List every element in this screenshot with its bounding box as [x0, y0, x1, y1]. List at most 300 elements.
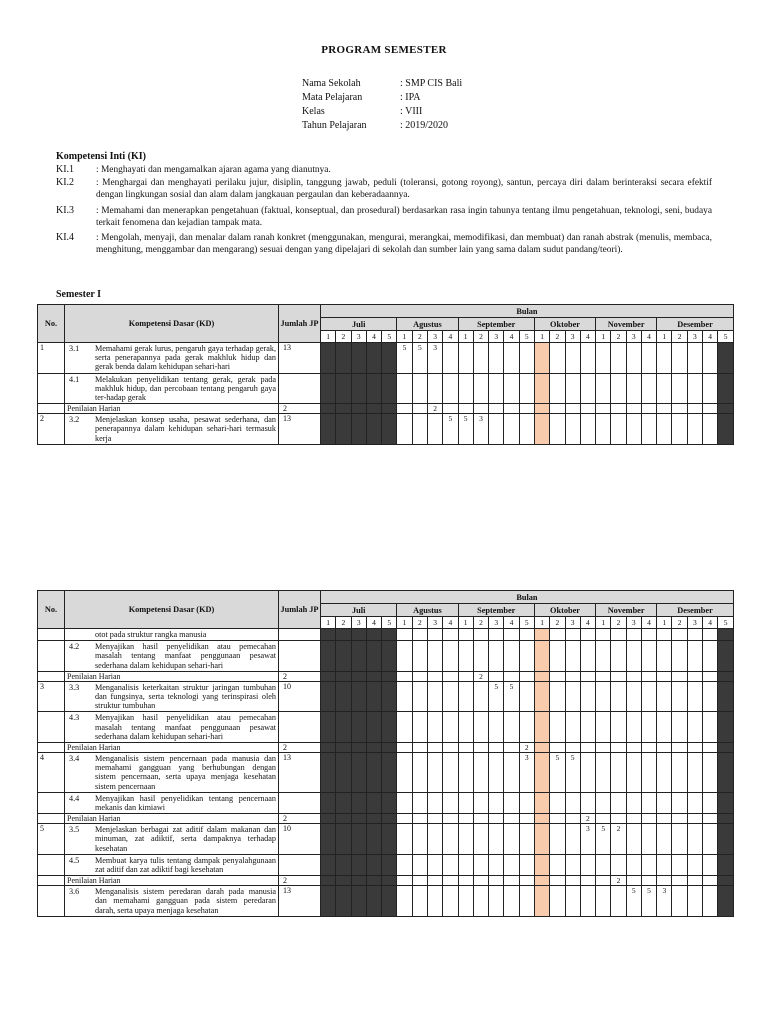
week-cell [703, 641, 718, 672]
header-week: 4 [366, 617, 381, 629]
week-cell [626, 343, 641, 374]
week-cell [703, 854, 718, 875]
week-cell [321, 854, 336, 875]
header-month: Oktober [534, 604, 595, 617]
week-cell [489, 373, 504, 404]
jp-value: 2 [279, 743, 321, 753]
week-cell [382, 629, 397, 641]
table-row [38, 343, 734, 374]
header-kd: Kompetensi Dasar (KD) [65, 591, 279, 629]
week-cell [672, 824, 687, 855]
week-cell [504, 629, 519, 641]
week-cell [412, 824, 427, 855]
competency-entry [65, 753, 278, 792]
week-cell [703, 753, 718, 793]
row-number [38, 814, 65, 824]
week-cell [550, 373, 565, 404]
week-cell [351, 373, 366, 404]
week-cell [626, 629, 641, 641]
header-month: Desember [657, 604, 734, 617]
week-cell [321, 886, 336, 917]
row-number [38, 876, 65, 886]
week-cell [718, 641, 734, 672]
week-cell [382, 712, 397, 743]
week-cell [611, 886, 626, 917]
week-cell [657, 814, 672, 824]
jp-value: 13 [279, 753, 321, 793]
week-cell [382, 824, 397, 855]
week-cell [397, 814, 412, 824]
week-cell [366, 824, 381, 855]
week-cell [626, 792, 641, 813]
week-cell [687, 712, 702, 743]
week-cell [565, 629, 580, 641]
week-cell [366, 373, 381, 404]
week-cell [427, 414, 442, 445]
week-cell [672, 814, 687, 824]
week-cell [611, 414, 626, 445]
header-week: 1 [397, 617, 412, 629]
week-cell [550, 824, 565, 855]
competency-cell [65, 641, 279, 672]
competency-code: 4.2 [69, 642, 80, 652]
week-cell [489, 712, 504, 743]
week-cell [580, 404, 595, 414]
week-cell [458, 629, 473, 641]
week-cell [382, 753, 397, 793]
competency-code: 4.3 [69, 713, 80, 723]
week-cell [565, 414, 580, 445]
week-cell [534, 792, 549, 813]
week-cell [550, 743, 565, 753]
header-week: 1 [321, 617, 336, 629]
week-cell [489, 824, 504, 855]
week-cell [687, 671, 702, 681]
week-cell [489, 753, 504, 793]
week-cell [504, 373, 519, 404]
header-week: 3 [427, 617, 442, 629]
week-cell [382, 854, 397, 875]
week-cell [534, 343, 549, 374]
header-month: Agustus [397, 318, 458, 331]
week-cell [534, 824, 549, 855]
week-cell [565, 712, 580, 743]
semester-heading: Semester I [56, 289, 102, 300]
week-cell [672, 792, 687, 813]
week-cell [321, 373, 336, 404]
week-cell [550, 671, 565, 681]
week-cell [687, 824, 702, 855]
week-cell [657, 824, 672, 855]
week-cell [626, 743, 641, 753]
week-allocation: 2 [611, 876, 626, 886]
week-cell [565, 743, 580, 753]
week-cell [565, 404, 580, 414]
header-week: 5 [519, 617, 534, 629]
week-cell [504, 854, 519, 875]
week-cell [412, 414, 427, 445]
week-cell [641, 753, 656, 793]
week-cell [718, 671, 734, 681]
competency-text: Menganalisis sistem peredaran darah pada manusia dan memahami gangguan pada sistem peredaran darah, serta upaya menjaga kesehatan [95, 887, 276, 915]
week-cell [611, 671, 626, 681]
week-cell [397, 753, 412, 793]
week-cell [687, 629, 702, 641]
week-cell [351, 743, 366, 753]
header-month: September [458, 318, 534, 331]
semester-table-1 [37, 304, 734, 445]
week-cell [412, 681, 427, 712]
competency-cell [65, 681, 279, 712]
week-cell [336, 373, 351, 404]
table-row [38, 814, 734, 824]
week-cell [519, 886, 534, 917]
week-cell [504, 876, 519, 886]
row-number [38, 854, 65, 875]
competency-code: 3.2 [69, 415, 80, 425]
competency-entry [65, 374, 278, 404]
week-cell [504, 671, 519, 681]
competency-text: Menjelaskan berbagai zat aditif dalam makanan dan minuman, zat adiktif, serta dampaknya terhadap kesehatan [95, 825, 276, 853]
header-month: September [458, 604, 534, 617]
week-cell [550, 641, 565, 672]
week-cell [443, 629, 458, 641]
week-cell [672, 743, 687, 753]
week-cell [534, 876, 549, 886]
week-allocation: 2 [427, 404, 442, 414]
week-cell [443, 712, 458, 743]
week-cell [672, 876, 687, 886]
week-cell [336, 671, 351, 681]
week-cell [382, 343, 397, 374]
assessment-label: Penilaian Harian [65, 814, 279, 824]
week-cell [534, 373, 549, 404]
week-cell [565, 671, 580, 681]
week-cell [687, 743, 702, 753]
week-cell [641, 641, 656, 672]
week-cell [687, 753, 702, 793]
week-cell [427, 373, 442, 404]
week-cell [443, 876, 458, 886]
week-cell [458, 814, 473, 824]
week-cell [657, 792, 672, 813]
ki-code: KI.1 [56, 164, 75, 175]
week-cell [519, 671, 534, 681]
week-cell [703, 712, 718, 743]
jp-value [279, 641, 321, 672]
ki-text: : Menghayati dan mengamalkan ajaran agama yang dianutnya. [96, 165, 331, 175]
week-cell [321, 814, 336, 824]
week-cell [611, 712, 626, 743]
week-cell [366, 641, 381, 672]
week-cell [657, 854, 672, 875]
week-cell [427, 792, 442, 813]
week-cell [427, 743, 442, 753]
week-cell [657, 671, 672, 681]
header-week: 5 [382, 331, 397, 343]
header-month: November [596, 604, 657, 617]
competency-code: 4.4 [69, 793, 80, 803]
week-cell [534, 712, 549, 743]
week-cell [550, 414, 565, 445]
week-cell [382, 414, 397, 445]
week-cell [534, 753, 549, 793]
week-cell [473, 712, 488, 743]
week-cell [596, 876, 611, 886]
header-week: 3 [626, 617, 641, 629]
week-cell [580, 681, 595, 712]
competency-entry [65, 824, 278, 854]
week-allocation: 5 [596, 824, 611, 855]
week-cell [504, 404, 519, 414]
week-cell [382, 641, 397, 672]
week-cell [473, 854, 488, 875]
week-allocation: 2 [519, 743, 534, 753]
week-cell [550, 629, 565, 641]
week-cell [473, 404, 488, 414]
table-row [38, 373, 734, 404]
header-week: 5 [718, 331, 734, 343]
week-cell [336, 404, 351, 414]
week-cell [443, 753, 458, 793]
week-cell [626, 414, 641, 445]
competency-cell [65, 712, 279, 743]
week-cell [596, 712, 611, 743]
week-cell [473, 824, 488, 855]
competency-cell [65, 854, 279, 875]
week-cell [351, 753, 366, 793]
week-cell [443, 854, 458, 875]
header-week: 2 [611, 331, 626, 343]
week-cell [565, 792, 580, 813]
week-cell [382, 404, 397, 414]
week-cell [672, 671, 687, 681]
week-cell [672, 343, 687, 374]
week-cell [336, 641, 351, 672]
table-row [38, 854, 734, 875]
jp-value: 13 [279, 414, 321, 445]
week-cell [550, 814, 565, 824]
competency-text: Menganalisis sistem pencernaan pada manusia dan memahami gangguan yang berhubungan dengan sistem pencernaan, serta upaya menjaga kesehatan sistem pencernaan [95, 754, 276, 791]
header-bulan: Bulan [321, 591, 734, 604]
week-cell [519, 876, 534, 886]
week-cell [611, 404, 626, 414]
week-cell [458, 743, 473, 753]
week-cell [626, 681, 641, 712]
week-cell [534, 671, 549, 681]
week-cell [321, 743, 336, 753]
week-cell [641, 876, 656, 886]
row-number [38, 404, 65, 414]
week-cell [596, 414, 611, 445]
table-row [38, 743, 734, 753]
week-cell [519, 712, 534, 743]
week-cell [336, 753, 351, 793]
week-cell [718, 743, 734, 753]
header-no: No. [38, 591, 65, 629]
jp-value: 2 [279, 814, 321, 824]
competency-text: Menyajikan hasil penyelidikan atau pemecahan masalah tentang manfaat penggunaan pesawat sederhana dalam kehidupan sehari-hari [95, 713, 276, 741]
week-cell [565, 854, 580, 875]
week-cell [565, 641, 580, 672]
week-cell [366, 814, 381, 824]
week-cell [427, 814, 442, 824]
header-month: Oktober [534, 318, 595, 331]
week-cell [412, 876, 427, 886]
assessment-label: Penilaian Harian [65, 876, 279, 886]
week-cell [703, 414, 718, 445]
header-week: 2 [672, 331, 687, 343]
week-cell [504, 712, 519, 743]
week-cell [321, 753, 336, 793]
week-cell [443, 641, 458, 672]
header-week: 3 [687, 617, 702, 629]
page-title: PROGRAM SEMESTER [321, 44, 447, 56]
week-cell [427, 753, 442, 793]
week-cell [412, 854, 427, 875]
competency-cell [65, 414, 279, 445]
week-cell [321, 876, 336, 886]
week-cell [611, 753, 626, 793]
week-cell [336, 712, 351, 743]
week-cell [458, 712, 473, 743]
table-row [38, 824, 734, 855]
header-week: 1 [321, 331, 336, 343]
week-cell [534, 681, 549, 712]
week-cell [641, 373, 656, 404]
header-week: 4 [641, 331, 656, 343]
header-month: Juli [321, 318, 397, 331]
header-week: 2 [473, 617, 488, 629]
week-cell [641, 671, 656, 681]
week-allocation: 2 [473, 671, 488, 681]
week-cell [489, 404, 504, 414]
week-cell [580, 876, 595, 886]
week-cell [580, 343, 595, 374]
week-cell [458, 373, 473, 404]
week-cell [641, 404, 656, 414]
week-cell [489, 743, 504, 753]
header-week: 4 [443, 617, 458, 629]
jp-value: 10 [279, 681, 321, 712]
week-cell [366, 876, 381, 886]
competency-cell [65, 886, 279, 917]
week-cell [473, 681, 488, 712]
week-cell [718, 886, 734, 917]
week-cell [565, 886, 580, 917]
info-label-school: Nama Sekolah [302, 78, 361, 89]
jp-value: 2 [279, 404, 321, 414]
week-cell [397, 824, 412, 855]
header-week: 5 [382, 617, 397, 629]
week-cell [672, 753, 687, 793]
week-cell [473, 743, 488, 753]
competency-entry [65, 629, 278, 640]
week-cell [657, 743, 672, 753]
week-cell [641, 854, 656, 875]
week-cell [703, 373, 718, 404]
week-allocation: 3 [473, 414, 488, 445]
week-cell [641, 681, 656, 712]
week-cell [412, 753, 427, 793]
week-cell [519, 404, 534, 414]
week-cell [580, 373, 595, 404]
week-cell [641, 343, 656, 374]
week-cell [641, 414, 656, 445]
week-cell [504, 641, 519, 672]
week-cell [473, 886, 488, 917]
week-cell [443, 681, 458, 712]
week-cell [687, 414, 702, 445]
week-cell [351, 681, 366, 712]
week-cell [473, 753, 488, 793]
header-week: 4 [703, 617, 718, 629]
week-cell [550, 886, 565, 917]
row-number: 2 [38, 414, 65, 445]
week-cell [489, 641, 504, 672]
week-cell [534, 743, 549, 753]
week-cell [443, 792, 458, 813]
week-allocation: 2 [580, 814, 595, 824]
week-cell [519, 792, 534, 813]
competency-entry [65, 793, 278, 813]
week-cell [443, 814, 458, 824]
week-cell [443, 743, 458, 753]
week-cell [703, 629, 718, 641]
week-cell [351, 343, 366, 374]
week-cell [504, 792, 519, 813]
week-cell [458, 886, 473, 917]
week-allocation: 5 [443, 414, 458, 445]
week-cell [397, 641, 412, 672]
week-cell [443, 671, 458, 681]
week-cell [473, 792, 488, 813]
header-kd: Kompetensi Dasar (KD) [65, 305, 279, 343]
week-cell [657, 414, 672, 445]
week-cell [687, 854, 702, 875]
week-cell [672, 712, 687, 743]
header-week: 4 [504, 617, 519, 629]
week-cell [596, 814, 611, 824]
week-cell [489, 629, 504, 641]
week-cell [718, 753, 734, 793]
week-cell [412, 629, 427, 641]
week-cell [565, 824, 580, 855]
week-cell [382, 814, 397, 824]
week-cell [351, 814, 366, 824]
week-cell [351, 671, 366, 681]
week-cell [397, 743, 412, 753]
header-week: 1 [596, 617, 611, 629]
competency-text: Melakukan penyelidikan tentang gerak, gerak pada makhluk hidup, dan percobaan tentang pengaruh gaya ter-hadap gerak [95, 374, 276, 403]
week-cell [351, 854, 366, 875]
week-cell [412, 404, 427, 414]
week-cell [703, 404, 718, 414]
week-cell [458, 343, 473, 374]
week-allocation: 3 [427, 343, 442, 374]
week-cell [565, 814, 580, 824]
week-cell [550, 712, 565, 743]
week-cell [565, 681, 580, 712]
week-cell [427, 886, 442, 917]
competency-entry [65, 886, 278, 916]
week-cell [611, 373, 626, 404]
week-cell [443, 824, 458, 855]
week-cell [672, 681, 687, 712]
week-allocation: 3 [657, 886, 672, 917]
week-cell [703, 876, 718, 886]
competency-entry [65, 712, 278, 742]
